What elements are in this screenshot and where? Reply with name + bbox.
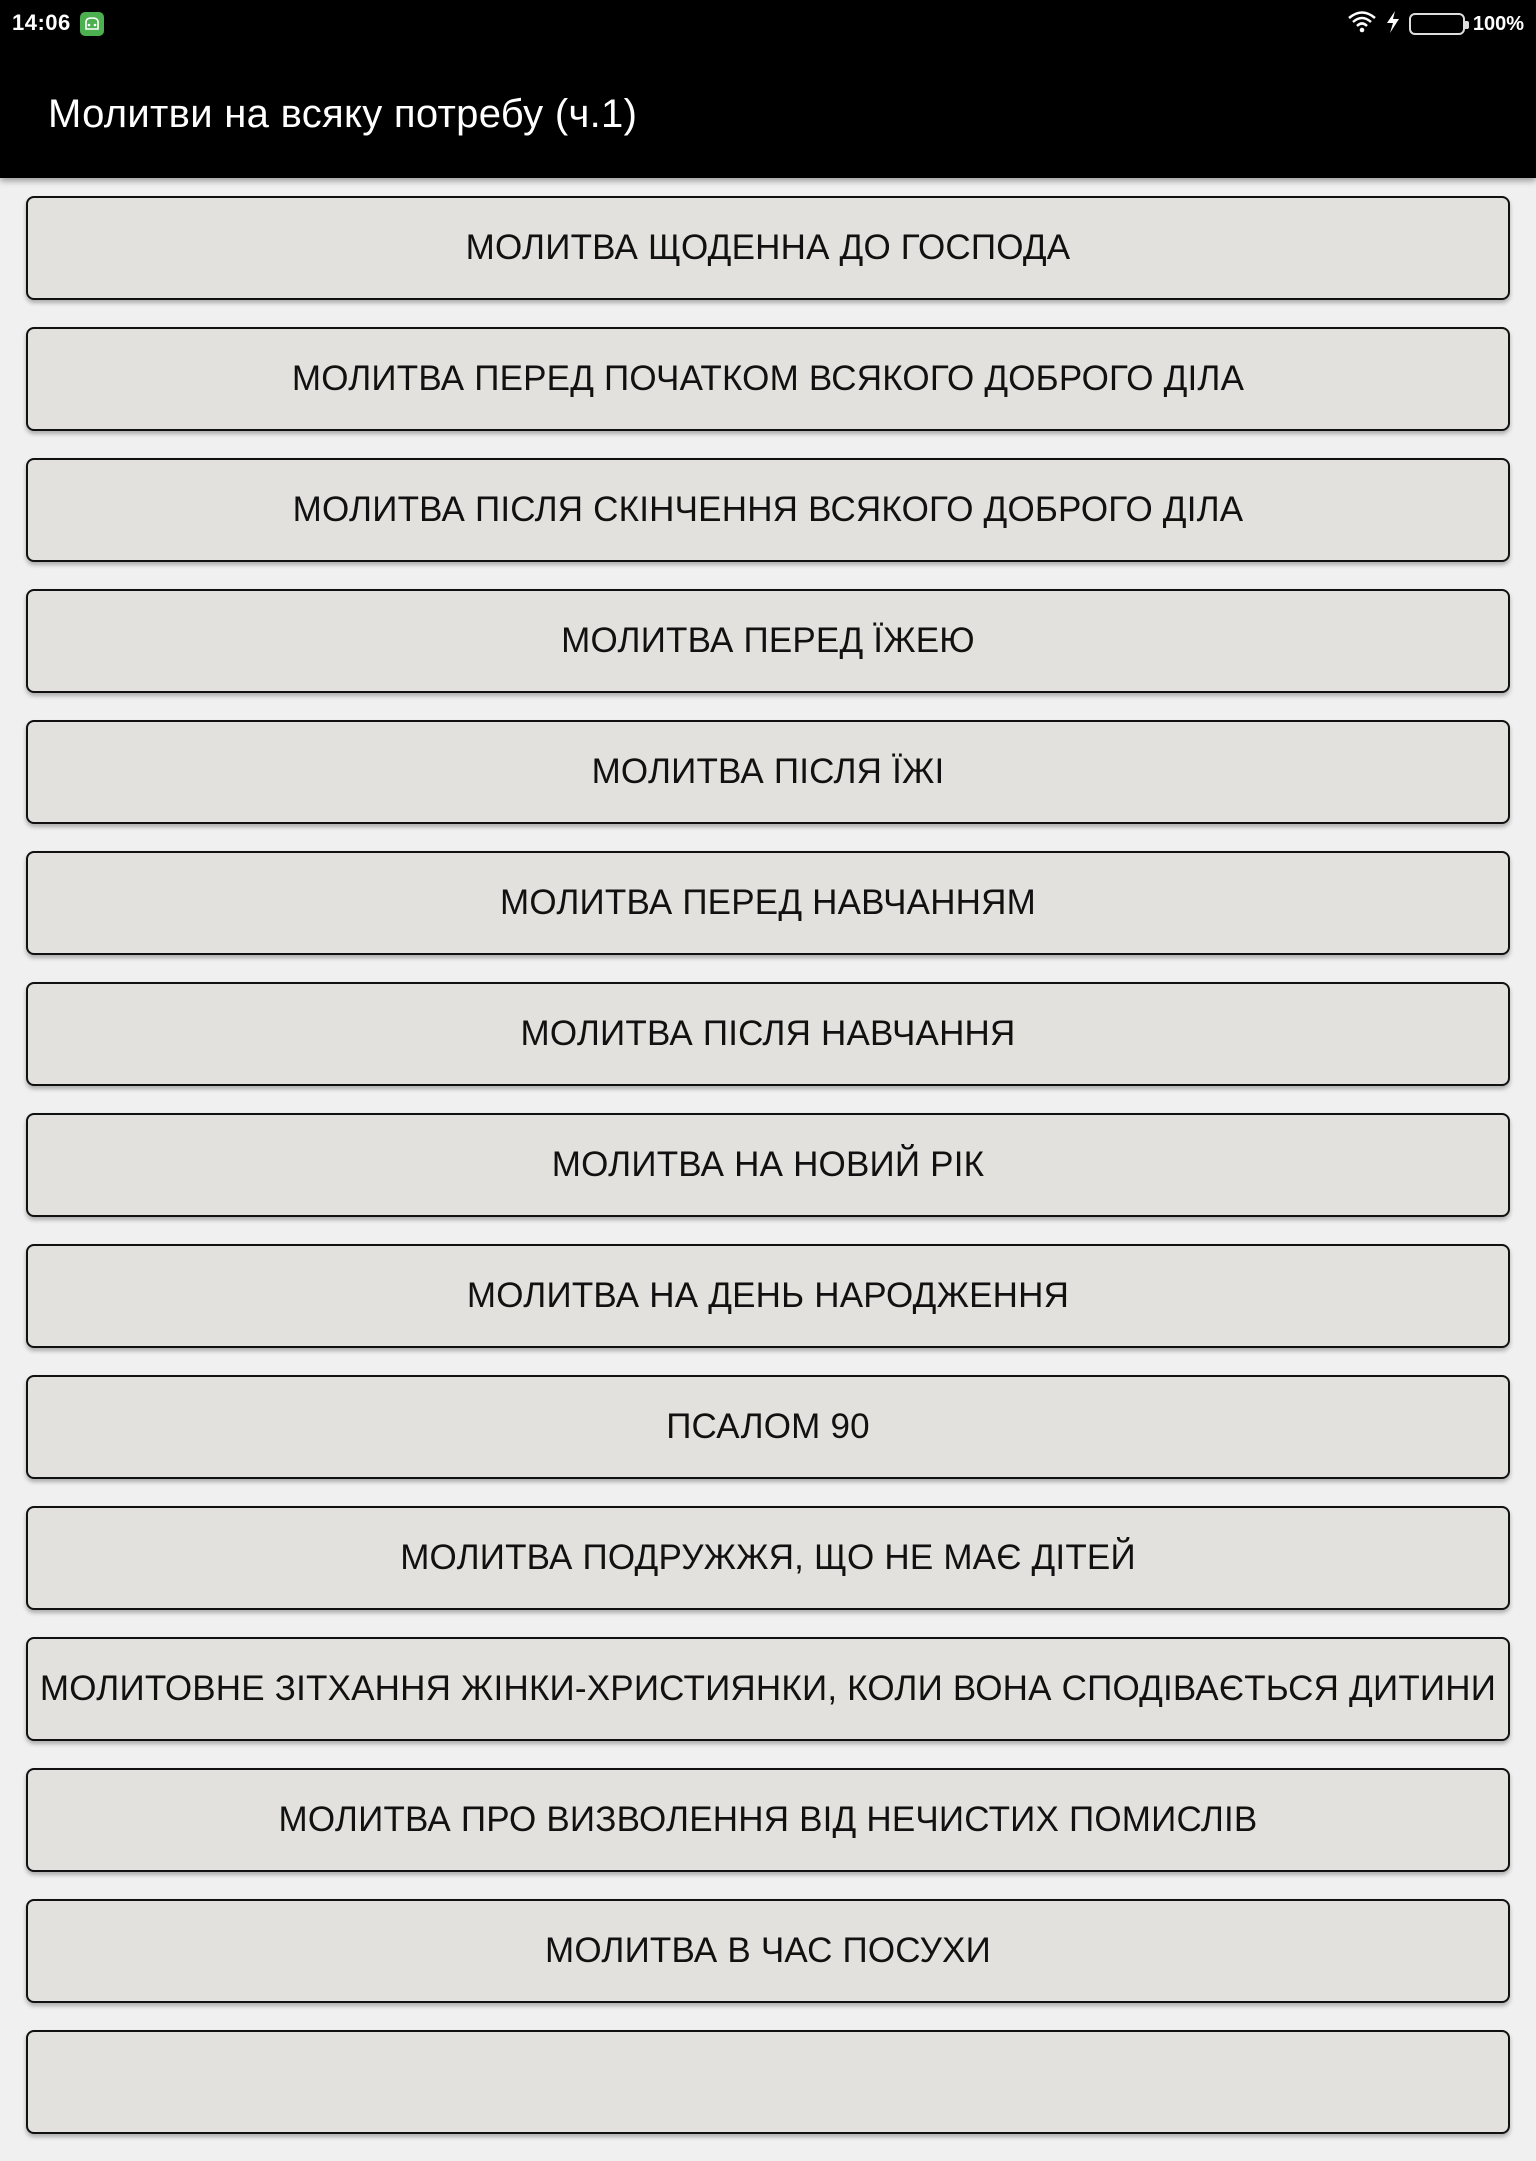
battery-icon bbox=[1409, 13, 1465, 35]
prayer-button-after-good-deed[interactable]: МОЛИТВА ПІСЛЯ СКІНЧЕННЯ ВСЯКОГО ДОБРОГО ДІЛА bbox=[26, 458, 1510, 562]
prayer-button-impure-thoughts[interactable]: МОЛИТВА ПРО ВИЗВОЛЕННЯ ВІД НЕЧИСТИХ ПОМИСЛІВ bbox=[26, 1768, 1510, 1872]
prayer-button-birthday[interactable]: МОЛИТВА НА ДЕНЬ НАРОДЖЕННЯ bbox=[26, 1244, 1510, 1348]
prayer-button-daily-lord[interactable]: МОЛИТВА ЩОДЕННА ДО ГОСПОДА bbox=[26, 196, 1510, 300]
status-time: 14:06 bbox=[12, 10, 71, 35]
wifi-icon bbox=[1347, 10, 1377, 39]
prayer-list bbox=[26, 196, 1510, 2161]
android-icon bbox=[80, 12, 104, 36]
prayer-button-drought[interactable]: МОЛИТВА В ЧАС ПОСУХИ bbox=[26, 1899, 1510, 2003]
prayer-button-before-good-deed[interactable]: МОЛИТВА ПЕРЕД ПОЧАТКОМ ВСЯКОГО ДОБРОГО ДІЛА bbox=[26, 327, 1510, 431]
prayer-button-expectant-mother[interactable]: МОЛИТОВНЕ ЗІТХАННЯ ЖІНКИ-ХРИСТИЯНКИ, КОЛИ ВОНА СПОДІВАЄТЬСЯ ДИТИНИ bbox=[26, 1637, 1510, 1741]
prayer-button-after-study[interactable]: МОЛИТВА ПІСЛЯ НАВЧАННЯ bbox=[26, 982, 1510, 1086]
battery-percent: 100% bbox=[1472, 12, 1524, 35]
charging-icon bbox=[1385, 10, 1401, 39]
status-icons bbox=[1347, 8, 1524, 40]
prayer-button-before-study[interactable]: МОЛИТВА ПЕРЕД НАВЧАННЯМ bbox=[26, 851, 1510, 955]
prayer-button-new-year[interactable]: МОЛИТВА НА НОВИЙ РІК bbox=[26, 1113, 1510, 1217]
prayer-button-childless-couple[interactable]: МОЛИТВА ПОДРУЖЖЯ, ЩО НЕ МАЄ ДІТЕЙ bbox=[26, 1506, 1510, 1610]
prayer-button-partial[interactable] bbox=[26, 2030, 1510, 2134]
status-bar bbox=[0, 0, 1536, 48]
prayer-button-before-meal[interactable]: МОЛИТВА ПЕРЕД ЇЖЕЮ bbox=[26, 589, 1510, 693]
app-bar bbox=[0, 48, 1536, 178]
prayer-button-psalm-90[interactable]: ПСАЛОМ 90 bbox=[26, 1375, 1510, 1479]
page-title: Молитви на всяку потребу (ч.1) bbox=[48, 92, 638, 136]
prayer-button-after-meal[interactable]: МОЛИТВА ПІСЛЯ ЇЖІ bbox=[26, 720, 1510, 824]
